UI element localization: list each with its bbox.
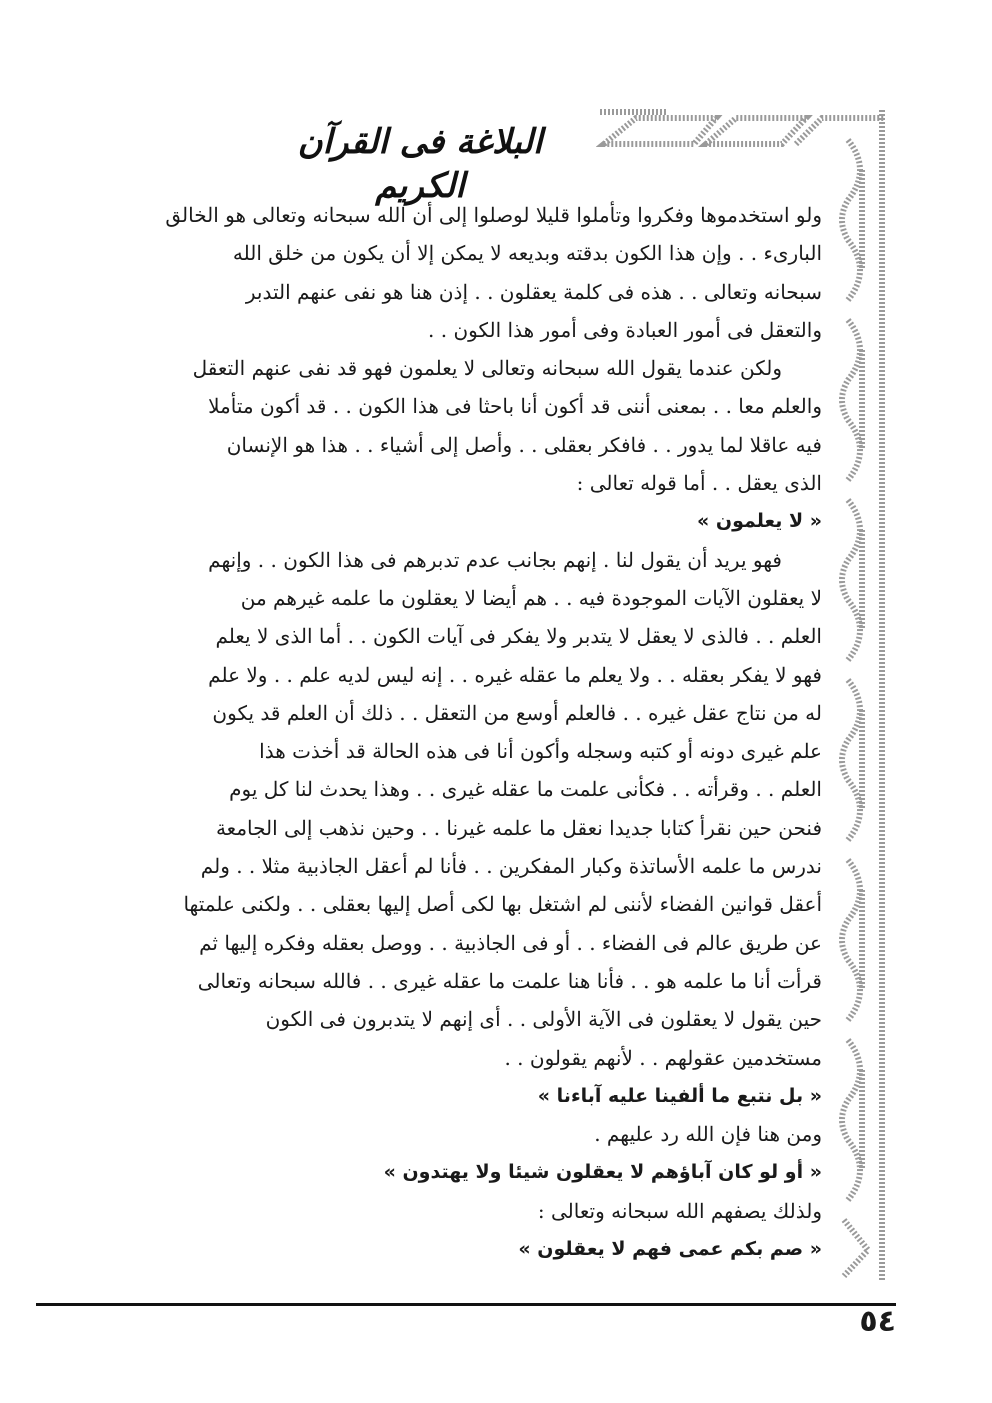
text-line: له من نتاج عقل غيره . . فالعلم أوسع من التعقل . . ذلك أن العلم قد يكون (212, 700, 822, 725)
text-line: فنحن حين نقرأ كتابا جديدا نعقل ما علمه غيرنا . . وحين نذهب إلى الجامعة (215, 815, 822, 840)
text-line: عن طريق عالم فى الفضاء . . أو فى الجاذبية . . ووصل بعقله وفكره إليها ثم (199, 930, 822, 955)
quran-quote: « صم بكم عمى فهم لا يعقلون » (518, 1238, 822, 1261)
text-line: العلم . . فالذى لا يعقل لا يتدبر ولا يفكر فى آيات الكون . . أما الذى لا يعلم (215, 624, 822, 649)
text-line: قرأت أنا ما علمه هو . . فأنا هنا علمت ما عقله غيرى . . فالله سبحانه وتعالى (197, 968, 822, 993)
text-line: سبحانه وتعالى . . هذه فى كلمة يعقلون . . إذن هنا هو نفى عنهم التدبر (245, 279, 822, 304)
text-line: والتعقل فى أمور العبادة وفى أمور هذا الكون . . (428, 317, 822, 342)
text-line: العلم . . وقرأته . . فكأنى علمت ما عقله غيرى . . وهذا يحدث لنا كل يوم (229, 777, 822, 802)
text-line: ندرس ما علمه الأساتذة وكبار المفكرين . . فأنا لم أعقل الجاذبية مثلا . . ولم (200, 854, 822, 879)
text-line: ولذلك يصفهم الله سبحانه وتعالى : (537, 1198, 822, 1223)
text-line: علم غيرى دونه أو كتبه وسجله وأكون أنا فى هذه الحالة قد أخذت هذا (259, 739, 822, 764)
text-line: ولو استخدموها وفكروا وتأملوا قليلا لوصلوا إلى أن الله سبحانه وتعالى هو الخالق (165, 203, 822, 227)
body-text (66, 196, 822, 1268)
text-line: حين يقول لا يعقلون فى الآية الأولى . . أى إنهم لا يتدبرون فى الكون (265, 1007, 822, 1032)
text-line: فهو يريد أن يقول لنا . إنهم بجانب عدم تدبرهم فى هذا الكون . . وإنهم (208, 547, 782, 572)
quran-quote: « لا يعلمون » (696, 510, 822, 533)
text-line: مستخدمين عقولهم . . لأنهم يقولون . . (504, 1045, 822, 1070)
quran-quote: « بل نتبع ما ألفينا عليه آباءنا » (537, 1084, 822, 1107)
text-line: ومن هنا فإن الله رد عليهم . (594, 1122, 822, 1147)
text-line: لا يعقلون الآيات الموجودة فيه . . هم أيضا لا يعقلون ما علمه غيرهم من (240, 585, 822, 610)
text-line: فيه عاقلا لما يدور . . فافكر بعقلى . . وأصل إلى أشياء . . هذا هو الإنسان (226, 432, 822, 457)
page-header-title: البلاغة فى القرآن الكريم (297, 122, 543, 206)
text-line: البارىء . . وإن هذا الكون بدقته وبديعه لا يمكن إلا أن يكون من خلق الله (232, 241, 822, 266)
quran-quote: « أو لو كان آباؤهم لا يعقلون شيئا ولا يهتدون » (383, 1161, 822, 1184)
footer-divider (36, 1303, 896, 1306)
page-number: ٥٤ (859, 1304, 896, 1339)
ornamental-side-border (838, 110, 890, 1282)
text-line: والعلم معا . . بمعنى أننى قد أكون أنا باحثا فى هذا الكون . . قد أكون متأملا (208, 394, 822, 419)
text-line: فهو لا يفكر بعقله . . ولا يعلم ما عقله غيره . . إنه ليس لديه علم . . ولا علم (208, 662, 822, 687)
text-line: أعقل قوانين الفضاء لأننى لم اشتغل بها لكى أصل إليها بعقلى . . ولكنى علمتها (183, 892, 822, 917)
text-line: الذى يعقل . . أما قوله تعالى : (576, 471, 822, 496)
text-line: ولكن عندما يقول الله سبحانه وتعالى لا يعلمون فهو قد نفى عنهم التعقل (192, 356, 782, 381)
